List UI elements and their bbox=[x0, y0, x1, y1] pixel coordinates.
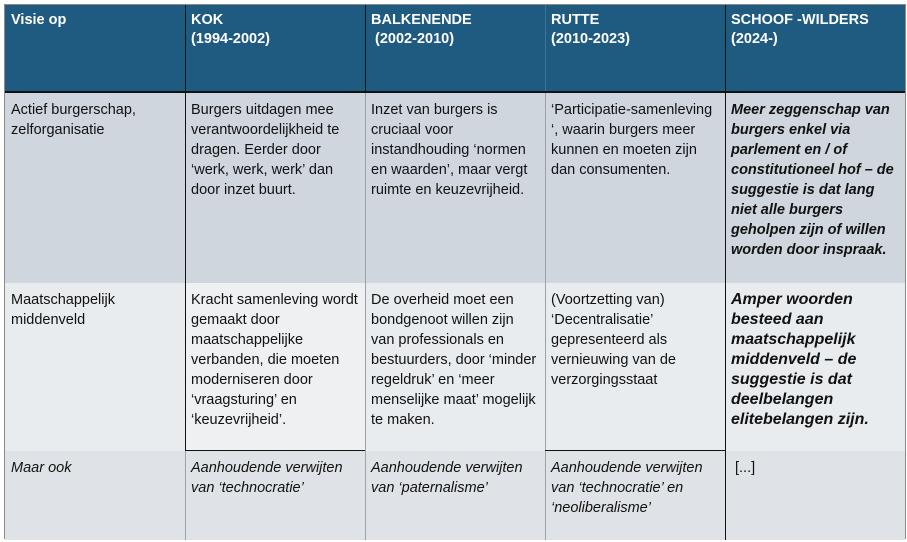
cell-balkenende-burgerschap: Inzet van burgers is cruciaal voor instandhouding ‘normen en waarden’, maar vergt ruimte en keuzevrijheid. bbox=[371, 102, 528, 198]
table-row-burgerschap bbox=[5, 93, 905, 283]
column-divider bbox=[725, 93, 726, 283]
header-cell-rutte bbox=[545, 5, 725, 91]
column-divider bbox=[365, 5, 366, 91]
header-label-visie: Visie op bbox=[11, 12, 67, 28]
header-cell-visie bbox=[5, 5, 185, 91]
header-cell-schoof-wilders bbox=[725, 5, 907, 91]
header-period-kok: (1994-2002) bbox=[191, 31, 270, 47]
cell-kok-burgerschap: Burgers uitdagen mee verantwoordelijkheid te dragen. Eerder door ‘werk, werk, werk’ dan door inzet buurt. bbox=[191, 102, 340, 198]
header-name-balkenende: BALKENENDE bbox=[371, 12, 472, 28]
cell-rutte-burgerschap: ‘Participatie-samenleving ‘, waarin burgers meer kunnen en moeten zijn dan consumenten. bbox=[551, 102, 713, 178]
column-divider bbox=[545, 283, 546, 451]
column-divider bbox=[365, 283, 366, 451]
cell-rutte-maar-ook: Aanhoudende verwijten van ‘technocratie’ en ‘neoliberalisme’ bbox=[551, 460, 703, 516]
column-divider bbox=[185, 93, 186, 283]
cell-kok-middenveld: Kracht samenleving wordt gemaakt door maatschappelijke verbanden, die moeten moderniseren door ‘vraagsturing’ en ‘keuzevrijheid’. bbox=[185, 283, 365, 451]
header-period-rutte: (2010-2023) bbox=[551, 31, 630, 47]
header-name-schoof-wilders: SCHOOF -WILDERS bbox=[731, 12, 869, 28]
cell-schoof-burgerschap: Meer zeggenschap van burgers enkel via parlement en / of constitutioneel hof – de suggestie is dat lang niet alle burgers geholpen zijn of willen worden door inspraak. bbox=[731, 102, 894, 258]
header-period-schoof-wilders: (2024-) bbox=[731, 31, 778, 47]
header-cell-balkenende bbox=[365, 5, 545, 91]
column-divider bbox=[365, 93, 366, 283]
column-divider bbox=[725, 283, 726, 451]
header-period-balkenende: (2002-2010) bbox=[371, 31, 455, 47]
row-label-maar-ook: Maar ook bbox=[11, 460, 72, 476]
column-divider bbox=[725, 451, 726, 540]
cell-schoof-maar-ook: [...] bbox=[735, 460, 756, 476]
cell-rutte-middenveld: (Voortzetting van) ‘Decentralisatie’ gepresenteerd als vernieuwing van de verzorgingsstaat bbox=[551, 292, 676, 388]
column-divider bbox=[545, 451, 546, 540]
column-divider bbox=[365, 451, 366, 540]
row-label-burgerschap: Actief burgerschap, zelforganisatie bbox=[11, 102, 136, 138]
policy-comparison-table bbox=[4, 4, 906, 539]
column-divider bbox=[725, 5, 726, 91]
cell-kok-maar-ook: Aanhoudende verwijten van ‘technocratie’ bbox=[191, 460, 343, 496]
cell-balkenende-maar-ook: Aanhoudende verwijten van ‘paternalisme’ bbox=[371, 460, 523, 496]
column-divider bbox=[185, 283, 186, 451]
header-name-kok: KOK bbox=[191, 12, 224, 28]
cell-schoof-middenveld: Amper woorden besteed aan maatschappelijk middenveld – de suggestie is dat deelbelangen elitebelangen zijn. bbox=[731, 291, 869, 428]
header-name-rutte: RUTTE bbox=[551, 12, 600, 28]
cell-balkenende-middenveld: De overheid moet een bondgenoot willen zijn van professionals en bestuurders, door ‘minder regeldruk’ en ‘meer menselijke maat’ mogelijk te maken. bbox=[371, 292, 537, 428]
row-label-middenveld: Maatschappelijk middenveld bbox=[11, 292, 115, 328]
column-divider bbox=[185, 451, 186, 540]
column-divider bbox=[545, 5, 546, 91]
table-row-maar-ook bbox=[5, 451, 905, 540]
table-header-row bbox=[5, 5, 905, 93]
column-divider bbox=[545, 93, 546, 283]
table-row-middenveld bbox=[5, 283, 905, 451]
header-cell-kok bbox=[185, 5, 365, 91]
column-divider bbox=[185, 5, 186, 91]
